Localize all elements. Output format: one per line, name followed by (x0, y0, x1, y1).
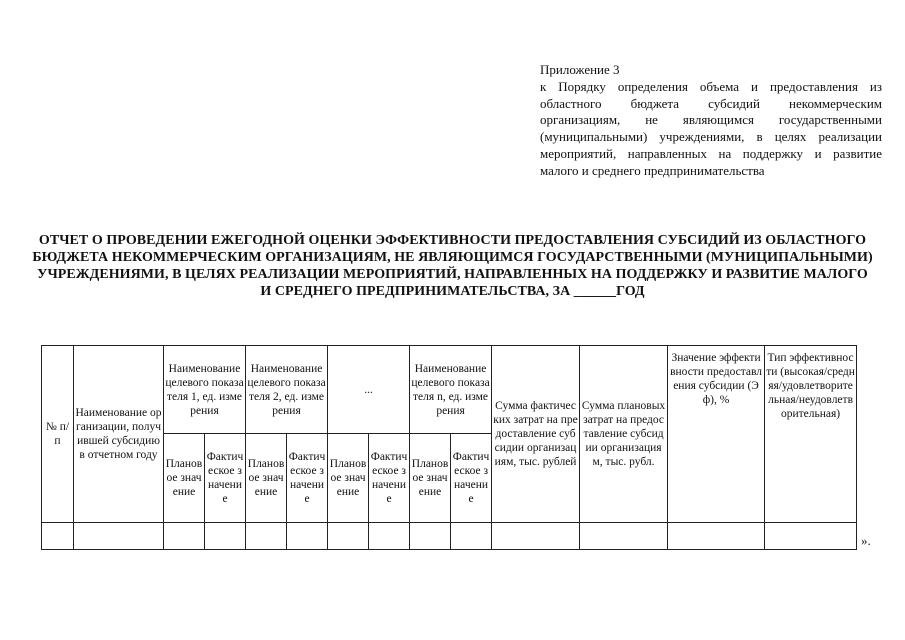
cell-actual-costs (492, 523, 580, 550)
cell-efficiency-type (765, 523, 857, 550)
appendix-note (540, 62, 882, 180)
closing-mark: ». (861, 533, 871, 548)
appendix-text: к Порядку определения объема и предоставления из областного бюджета субсидий некоммерческим организациям, не являющимся государственными (муниципальными) учреждениями, в целях реализации мероприятий, направленных на поддержку и развитие малого и среднего предпринимательства (540, 78, 882, 178)
subheader-actual-2: Фактическое значение (287, 434, 328, 523)
header-indicator-n: Наименование целевого показателя n, ед. измерения (410, 346, 492, 434)
header-indicator-ellipsis: ... (328, 346, 410, 434)
cell-efficiency-value (668, 523, 765, 550)
report-table (41, 345, 857, 550)
subheader-planned-ellipsis: Плановое значение (328, 434, 369, 523)
header-indicator-2: Наименование целевого показателя 2, ед. измерения (246, 346, 328, 434)
header-number: № п/п (42, 346, 74, 523)
header-organization: Наименование организации, получившей субсидию в отчетном году (74, 346, 164, 523)
cell-actual-2 (287, 523, 328, 550)
cell-actual-ellipsis (369, 523, 410, 550)
cell-planned-2 (246, 523, 287, 550)
cell-planned-n (410, 523, 451, 550)
cell-organization (74, 523, 164, 550)
cell-actual-n (451, 523, 492, 550)
subheader-planned-n: Плановое значение (410, 434, 451, 523)
report-title: ОТЧЕТ О ПРОВЕДЕНИИ ЕЖЕГОДНОЙ ОЦЕНКИ ЭФФЕКТИВНОСТИ ПРЕДОСТАВЛЕНИЯ СУБСИДИЙ ИЗ ОБЛАСТНОГО БЮДЖЕТА НЕКОММЕРЧЕСКИМ ОРГАНИЗАЦИЯМ, НЕ ЯВЛЯЮЩИМСЯ ГОСУДАРСТВЕННЫМИ (МУНИЦИПАЛЬНЫМИ) УЧРЕЖДЕНИЯМИ, В ЦЕЛЯХ РЕАЛИЗАЦИИ МЕРОПРИЯТИЙ, НАПРАВЛЕННЫХ НА ПОДДЕРЖКУ И РАЗВИТИЕ МАЛОГО И СРЕДНЕГО ПРЕДПРИНИМАТЕЛЬСТВА, ЗА ______ГОД (32, 233, 873, 299)
cell-planned-1 (164, 523, 205, 550)
table-row (42, 523, 857, 550)
cell-planned-ellipsis (328, 523, 369, 550)
header-actual-costs: Сумма фактических затрат на предоставление субсидии организациям, тыс. рублей (492, 346, 580, 523)
subheader-planned-2: Плановое значение (246, 434, 287, 523)
header-indicator-1: Наименование целевого показателя 1, ед. измерения (164, 346, 246, 434)
subheader-actual-ellipsis: Фактическое значение (369, 434, 410, 523)
header-efficiency-value: Значение эффективности предоставления субсидии (Эф), % (668, 346, 765, 523)
appendix-title: Приложение 3 (540, 62, 620, 77)
header-planned-costs: Сумма плановых затрат на предоставление субсидии организациям, тыс. рубл. (580, 346, 668, 523)
cell-number (42, 523, 74, 550)
cell-planned-costs (580, 523, 668, 550)
subheader-actual-n: Фактическое значение (451, 434, 492, 523)
subheader-planned-1: Плановое значение (164, 434, 205, 523)
header-efficiency-type: Тип эффективности (высокая/средняя/удовлетворительная/неудовлетворительная) (765, 346, 857, 523)
subheader-actual-1: Фактическое значение (205, 434, 246, 523)
cell-actual-1 (205, 523, 246, 550)
